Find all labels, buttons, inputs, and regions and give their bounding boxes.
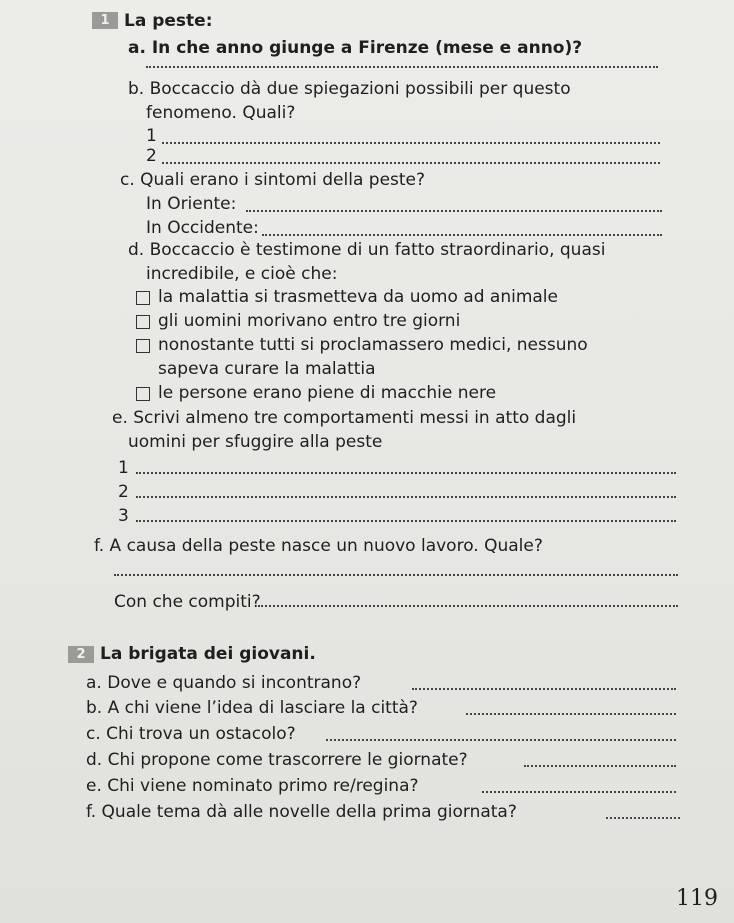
question-1d-line2: incredibile, e cioè che:: [146, 264, 338, 284]
answer-line-compiti[interactable]: [258, 605, 678, 607]
answer-line-1b-1[interactable]: [162, 142, 660, 144]
answer-line-1e-3[interactable]: [136, 520, 676, 522]
question-1e-line1: e. Scrivi almeno tre comportamenti messi in atto dagli: [112, 408, 577, 428]
answer-line-1a[interactable]: [146, 66, 658, 68]
answer-number-1e-3: 3: [118, 506, 129, 526]
option-3-text-line1: nonostante tutti si proclamassero medici, nessuno: [158, 335, 588, 355]
question-1f: f. A causa della peste nasce un nuovo lavoro. Quale?: [94, 536, 543, 556]
question-2e: e. Chi viene nominato primo re/regina?: [86, 776, 419, 796]
option-3-text-line2: sapeva curare la malattia: [158, 359, 376, 379]
answer-number-1e-1: 1: [118, 458, 129, 478]
question-2c: c. Chi trova un ostacolo?: [86, 724, 296, 744]
answer-number-1e-2: 2: [118, 482, 129, 502]
answer-line-2f[interactable]: [606, 817, 680, 819]
checkbox-option-1[interactable]: [136, 291, 150, 305]
question-2a: a. Dove e quando si incontrano?: [86, 673, 362, 693]
label-occidente: In Occidente:: [146, 218, 259, 238]
option-1-text: la malattia si trasmetteva da uomo ad animale: [158, 287, 558, 307]
page-number: 119: [676, 886, 718, 911]
question-2f: f. Quale tema dà alle novelle della prima giornata?: [86, 802, 517, 822]
answer-line-occidente[interactable]: [262, 234, 662, 236]
answer-line-1b-2[interactable]: [162, 162, 660, 164]
answer-line-2b[interactable]: [466, 713, 676, 715]
label-compiti: Con che compiti?: [114, 592, 261, 612]
question-1a: a. In che anno giunge a Firenze (mese e anno)?: [128, 38, 583, 58]
question-2b: b. A chi viene l’idea di lasciare la città?: [86, 698, 418, 718]
question-2d: d. Chi propone come trascorrere le giornate?: [86, 750, 468, 770]
answer-line-2e[interactable]: [482, 791, 676, 793]
answer-line-2a[interactable]: [412, 688, 676, 690]
answer-number-1b-1: 1: [146, 126, 157, 146]
section-title-brigata: La brigata dei giovani.: [100, 644, 316, 664]
answer-line-2c[interactable]: [326, 739, 676, 741]
question-1d-line1: d. Boccaccio è testimone di un fatto straordinario, quasi: [128, 240, 606, 260]
option-4-text: le persone erano piene di macchie nere: [158, 383, 497, 403]
answer-line-1e-1[interactable]: [136, 472, 676, 474]
answer-line-1f[interactable]: [114, 574, 678, 576]
section-title-peste: La peste:: [124, 11, 213, 31]
checkbox-option-3[interactable]: [136, 339, 150, 353]
exercise-badge-1: 1: [92, 12, 118, 29]
question-1c: c. Quali erano i sintomi della peste?: [120, 170, 426, 190]
checkbox-option-4[interactable]: [136, 387, 150, 401]
checkbox-option-2[interactable]: [136, 315, 150, 329]
answer-number-1b-2: 2: [146, 146, 157, 166]
exercise-badge-2: 2: [68, 646, 94, 663]
label-oriente: In Oriente:: [146, 194, 237, 214]
answer-line-1e-2[interactable]: [136, 496, 676, 498]
option-2-text: gli uomini morivano entro tre giorni: [158, 311, 461, 331]
question-1e-line2: uomini per sfuggire alla peste: [128, 432, 383, 452]
question-1b-line1: b. Boccaccio dà due spiegazioni possibili per questo: [128, 79, 571, 99]
answer-line-oriente[interactable]: [246, 210, 662, 212]
question-1b-line2: fenomeno. Quali?: [146, 103, 296, 123]
answer-line-2d[interactable]: [524, 765, 676, 767]
